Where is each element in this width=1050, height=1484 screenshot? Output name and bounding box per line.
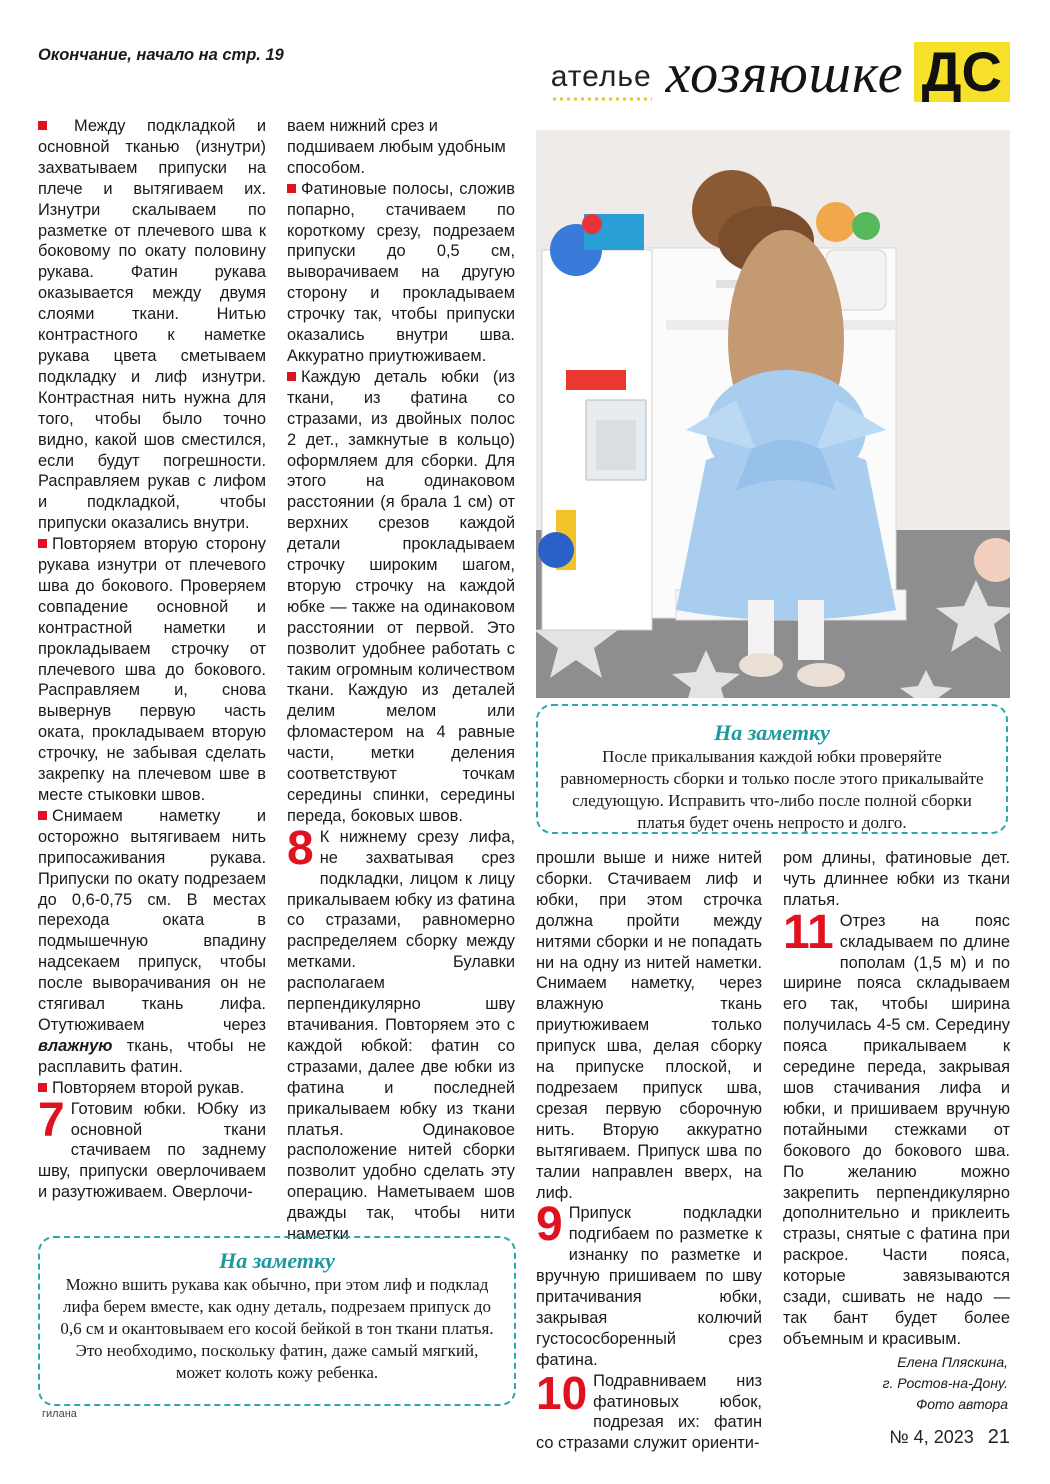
note-box-top xyxy=(536,704,1008,834)
paragraph: ваем нижний срез и подшиваем любым удобным способом. xyxy=(287,117,506,177)
rubric-header xyxy=(550,40,1010,105)
photo-credit: Фото автора xyxy=(916,1396,1008,1412)
step-number: 9 xyxy=(536,1198,563,1252)
article-column-2 xyxy=(287,116,515,1245)
author-name: Елена Пляскина, xyxy=(897,1354,1008,1370)
step-10: 10 Подравниваем низ фатиновых юбок, подрезая их: фатин со стразами служит ориенти- xyxy=(536,1366,762,1453)
note-box-bottom xyxy=(38,1236,516,1406)
paragraph: прошли выше и ниже нитей сборки. Стачиваем лиф и юбки, при этом строчка должна пройти между нитями сборки и не попадать ни на одну из нитей наметки. Снимаем наметку, через влажную ткань приутюживаем только припуск шва, делая сборку на припуске плоской, и подрезаем припуск шва, срезая первую сборочную нить. Вторую аккуратно вытягиваем. Припуск шва по талии направлен вверх, на лиф. xyxy=(536,849,762,1202)
paragraph: Каждую деталь юбки (из ткани, из фатина со стразами, из двойных полос 2 дет., замкнутые в кольцо) оформляем для сборки. Для этого на одинаковом расстоянии (я брала 1 см) от верхних срезов каждой детали прокладываем строчку широким шагом, вторую строчку на каждой юбке — также на одинаковом расстоянии от первой. Это позволит удобнее работать с таким огромным количеством ткани. Каждую из деталей делим мелом или фломастером на 4 равные части, метки деления соответствуют точкам середины спинки, середины переда, боковых швов. xyxy=(287,367,515,825)
footer-issue xyxy=(889,1426,1010,1449)
magazine-logo: ДС xyxy=(914,42,1010,102)
paragraph: Повторяем вторую сторону рукава изнутри от плечевого шва до бокового. Проверяем совпадение основной и контрастной наметки и прокладываем строчку от плечевого шва до бокового. Расправляем и, снова вывернув первую часть оката, прокладываем вторую строчку, не забывая сделать закрепку на плечевом шве в месте стыковки швов. xyxy=(38,535,266,804)
dress-photo xyxy=(536,130,1010,698)
step-9: 9 Припуск подкладки подгибаем по разметке к изнанку по разметке и вручную пришиваем по шву притачивания юбки, закрывая колючий густососборенный срез фатина. xyxy=(536,1198,762,1369)
page-number: 21 xyxy=(987,1426,1010,1448)
note-title: На заметку xyxy=(714,720,830,745)
bullet-square-icon xyxy=(38,121,47,130)
continuation-note: Окончание, начало на стр. 19 xyxy=(38,46,284,64)
step-number: 10 xyxy=(536,1366,588,1419)
bullet-square-icon xyxy=(38,811,47,820)
issue-number: № 4, 2023 xyxy=(889,1427,974,1447)
bullet-square-icon xyxy=(287,184,296,193)
paragraph: Снимаем наметку и осторожно вытягиваем нить припосаживания рукава. Припуски по окату подрезаем до 0,6-0,75 см. В местах перехода оката в подмышечную впадину надсекаем припуск, чтобы после выворачивания он не стягивал ткань лифа. Отутюживаем через влажную ткань, чтобы не расплавить фатин. xyxy=(38,806,266,1076)
paragraph: Повторяем второй рукав. xyxy=(38,1078,266,1099)
note-text: После прикалывания каждой юбки проверяйте равномерность сборки и только после этого прикалывайте следующую. Исправить что-либо после полной сборки платья будет очень непросто и долго. xyxy=(560,747,984,832)
article-column-3 xyxy=(536,848,762,1454)
step-8: 8 К нижнему срезу лифа, не захватывая срез подкладки, лицом к лицу прикалываем юбку из фатина со стразами, равномерно распределяем сборку между метками. Булавки располагаем перпендикулярно шву втачивания. Повторяем это с каждой юбкой: фатин со стразами, далее две юбки из фатина и последней прикалываем юбку из ткани платья. Одинаковое расположение нитей сборки позволит удобно сделать эту операцию. Наметываем шов дважды так, чтобы нити наметки xyxy=(287,821,515,1244)
note-text: Можно вшить рукава как обычно, при этом лиф и подклад лифа берем вместе, как одну деталь, подрезаем припуск до 0,6 см и окантовываем его косой бейкой в тон ткани платья. Это необходимо, поскольку фатин, даже самый мягкий, может колоть кожу ребенка. xyxy=(60,1275,494,1382)
article-column-1 xyxy=(38,116,266,1203)
rubric-title: хозяюшке xyxy=(665,43,904,105)
step-number: 7 xyxy=(38,1093,65,1147)
step-11: 11 Отрез на пояс складываем по длине пополам (1,5 м) и по ширине пояса складываем его так, чтобы ширина получилась 4-5 см. Середину пояса прикалываем к середине переда, закрывая шов стачивания лифа и юбки, и пришиваем вручную потайными стежками от бокового до бокового шва. По желанию можно закрепить перпендикулярно дополнительно и приклеить стразы, снятые с фатина при раскрое. Части пояса, которые завязываются сзади, сшивать не надо — так бант будет более объемным и красивым. xyxy=(783,905,1010,1348)
paragraph: ром длины, фатиновые дет. чуть длиннее юбки из ткани платья. xyxy=(783,849,1010,909)
bullet-square-icon xyxy=(38,539,47,548)
rubric-small: ателье xyxy=(551,60,652,102)
bullet-square-icon xyxy=(287,372,296,381)
author-city: г. Ростов-на-Дону. xyxy=(882,1375,1008,1391)
paragraph: Фатиновые полосы, сложив попарно, стачиваем по короткому срезу, подрезаем припуски до 0,5 см, выворачиваем на другую сторону и прокладываем строчку так, чтобы припуски оказались внутри шва. Аккуратно приутюживаем. xyxy=(287,179,515,365)
step-7: 7 Готовим юбки. Юбку из основной ткани стачиваем по заднему шву, припуски оверлочиваем и разутюживаем. Оверлочи- xyxy=(38,1093,266,1202)
note-title: На заметку xyxy=(219,1248,335,1273)
article-column-4 xyxy=(783,848,1010,1350)
paragraph: Между подкладкой и основной тканью (изнутри) захватываем припуски на плече и вытягиваем их. Изнутри скалываем по разметке от плечевого шва к боковому по окату половину рукава. Фатин рукава оказывается между двумя слоями ткани. Нитью контрастного к наметке рукава цвета сметываем подкладку и лиф изнутри. Контрастная нить нужна для того, чтобы было точно видно, какой шов сместился, если будут погрешности. Расправляем рукав с лифом и подкладкой, чтобы припуски оказались внутри. xyxy=(38,117,266,533)
step-number: 8 xyxy=(287,821,314,875)
footer-logo: гилана xyxy=(42,1408,77,1420)
author-credit xyxy=(883,1352,1008,1415)
bullet-square-icon xyxy=(38,1083,47,1092)
step-number: 11 xyxy=(783,905,834,959)
